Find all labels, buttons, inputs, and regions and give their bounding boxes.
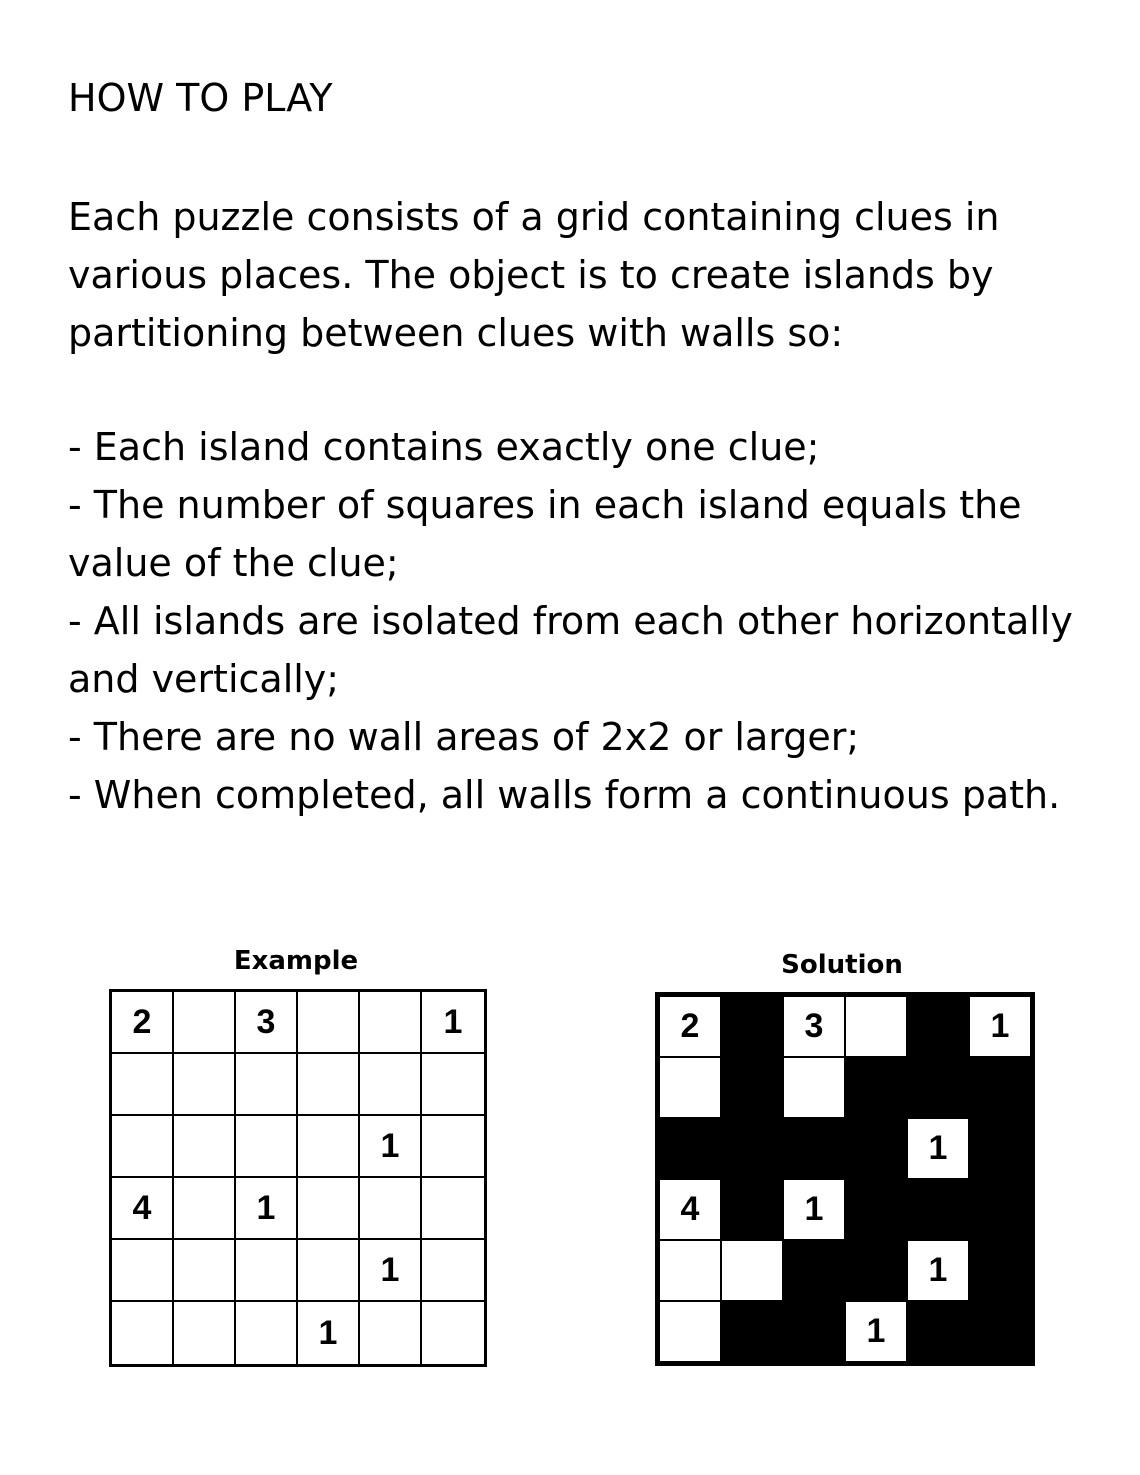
clue-cell[interactable]: 1 xyxy=(298,1302,360,1364)
clue-cell: 1 xyxy=(784,1180,844,1239)
empty-cell[interactable] xyxy=(112,1302,174,1364)
clue-cell: 3 xyxy=(784,997,844,1056)
rule-item: - Each island contains exactly one clue; xyxy=(68,425,820,469)
empty-cell[interactable] xyxy=(422,1054,484,1116)
clue-cell: 1 xyxy=(908,1119,968,1178)
empty-cell[interactable] xyxy=(422,1116,484,1178)
empty-cell[interactable] xyxy=(112,1240,174,1302)
wall-cell xyxy=(846,1119,906,1178)
empty-cell[interactable] xyxy=(360,1178,422,1240)
wall-cell xyxy=(784,1119,844,1178)
clue-cell[interactable]: 1 xyxy=(236,1178,298,1240)
clue-cell[interactable]: 1 xyxy=(360,1240,422,1302)
island-cell xyxy=(784,1058,844,1117)
empty-cell[interactable] xyxy=(112,1116,174,1178)
empty-cell[interactable] xyxy=(298,992,360,1054)
intro-text: Each puzzle consists of a grid containing clues in various places. The object is to create islands by partitioning between clues with walls so: xyxy=(68,195,1000,355)
empty-cell[interactable] xyxy=(174,992,236,1054)
empty-cell[interactable] xyxy=(174,1116,236,1178)
rule-item: - The number of squares in each island equals the value of the clue; xyxy=(68,483,1022,585)
empty-cell[interactable] xyxy=(422,1302,484,1364)
clue-cell[interactable]: 4 xyxy=(112,1178,174,1240)
wall-cell xyxy=(970,1058,1030,1117)
wall-cell xyxy=(722,997,782,1056)
empty-cell[interactable] xyxy=(298,1178,360,1240)
empty-cell[interactable] xyxy=(298,1116,360,1178)
rule-item: - When completed, all walls form a continuous path. xyxy=(68,773,1061,817)
clue-cell: 1 xyxy=(846,1302,906,1361)
wall-cell xyxy=(908,997,968,1056)
rules-list xyxy=(68,418,1108,824)
wall-cell xyxy=(660,1119,720,1178)
clue-cell[interactable]: 1 xyxy=(422,992,484,1054)
empty-cell[interactable] xyxy=(422,1240,484,1302)
empty-cell[interactable] xyxy=(236,1054,298,1116)
wall-cell xyxy=(784,1302,844,1361)
rule-item: - All islands are isolated from each other horizontally and vertically; xyxy=(68,599,1073,701)
island-cell xyxy=(846,997,906,1056)
clue-cell: 1 xyxy=(970,997,1030,1056)
clue-cell: 4 xyxy=(660,1180,720,1239)
wall-cell xyxy=(908,1058,968,1117)
clue-cell[interactable]: 3 xyxy=(236,992,298,1054)
wall-cell xyxy=(722,1302,782,1361)
island-cell xyxy=(660,1058,720,1117)
empty-cell[interactable] xyxy=(422,1178,484,1240)
clue-cell[interactable]: 1 xyxy=(360,1116,422,1178)
empty-cell[interactable] xyxy=(360,1054,422,1116)
rule-item: - There are no wall areas of 2x2 or larger; xyxy=(68,715,860,759)
wall-cell xyxy=(970,1180,1030,1239)
empty-cell[interactable] xyxy=(360,1302,422,1364)
wall-cell xyxy=(784,1241,844,1300)
empty-cell[interactable] xyxy=(298,1054,360,1116)
clue-cell: 1 xyxy=(908,1241,968,1300)
empty-cell[interactable] xyxy=(360,992,422,1054)
wall-cell xyxy=(846,1058,906,1117)
empty-cell[interactable] xyxy=(236,1116,298,1178)
wall-cell xyxy=(908,1302,968,1361)
wall-cell xyxy=(908,1180,968,1239)
empty-cell[interactable] xyxy=(112,1054,174,1116)
empty-cell[interactable] xyxy=(236,1302,298,1364)
empty-cell[interactable] xyxy=(174,1302,236,1364)
empty-cell[interactable] xyxy=(174,1240,236,1302)
wall-cell xyxy=(722,1119,782,1178)
wall-cell xyxy=(970,1119,1030,1178)
example-grid xyxy=(109,989,487,1367)
solution-grid xyxy=(655,992,1035,1366)
wall-cell xyxy=(970,1302,1030,1361)
island-cell xyxy=(660,1302,720,1361)
island-cell xyxy=(722,1241,782,1300)
example-title: Example xyxy=(233,946,359,976)
solution-title: Solution xyxy=(781,950,903,980)
island-cell xyxy=(660,1241,720,1300)
empty-cell[interactable] xyxy=(174,1178,236,1240)
empty-cell[interactable] xyxy=(236,1240,298,1302)
empty-cell[interactable] xyxy=(298,1240,360,1302)
wall-cell xyxy=(722,1058,782,1117)
page-heading: HOW TO PLAY xyxy=(68,76,333,120)
empty-cell[interactable] xyxy=(174,1054,236,1116)
wall-cell xyxy=(846,1180,906,1239)
wall-cell xyxy=(846,1241,906,1300)
intro-paragraph xyxy=(68,188,1108,362)
clue-cell[interactable]: 2 xyxy=(112,992,174,1054)
clue-cell: 2 xyxy=(660,997,720,1056)
wall-cell xyxy=(722,1180,782,1239)
wall-cell xyxy=(970,1241,1030,1300)
